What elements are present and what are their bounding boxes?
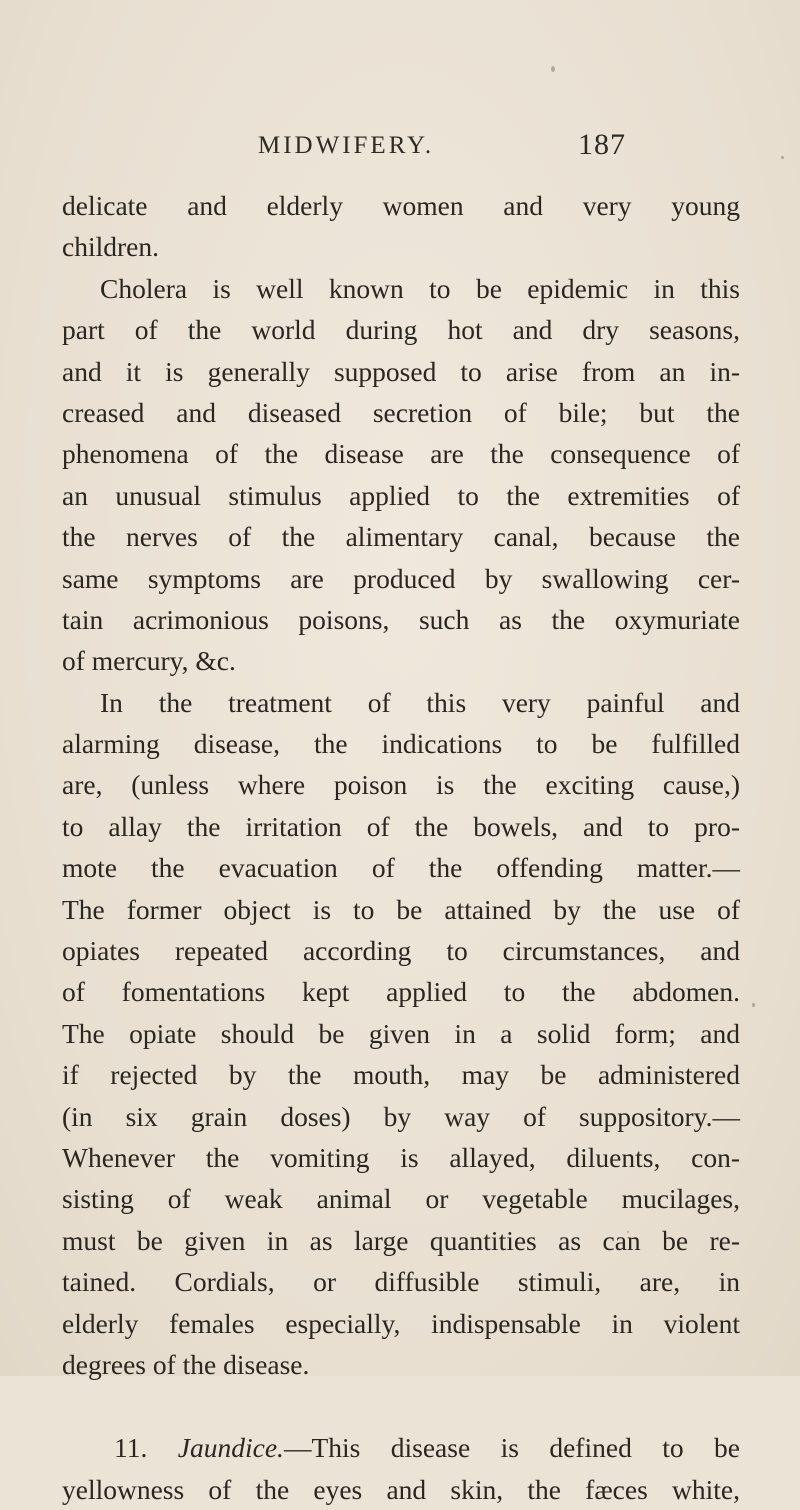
text-line: creased and diseased secretion of bile; but the [62,396,740,428]
text-line: sisting of weak animal or vegetable mucilages, [62,1183,740,1215]
text-line: Cholera is well known to be epidemic in this [100,272,740,304]
text-line: must be given in as large quantities as can be re- [62,1224,740,1256]
page-header [0,128,800,168]
text-line: In the treatment of this very painful and [100,686,740,718]
text-line: (in six grain doses) by way of suppository.— [62,1100,740,1132]
paragraph-cholera [62,268,740,682]
paragraph-continuation [62,185,740,268]
text-line: tained. Cordials, or diffusible stimuli, are, in [62,1266,740,1298]
text-line: alarming disease, the indications to be fulfilled [62,728,740,760]
paper-speck [781,156,784,159]
section-gap [62,1385,740,1427]
text-line: Whenever the vomiting is allayed, diluents, con- [62,1141,740,1173]
text-line: to allay the irritation of the bowels, and to pro- [62,810,740,842]
text-line: The former object is to be attained by the use of [62,893,740,925]
page-number: 187 [578,128,626,161]
text-line: are, (unless where poison is the exciting cause,) [62,769,740,801]
text-line: and it is generally supposed to arise from an in- [62,355,740,387]
paragraph-treatment [62,682,740,1386]
text-line: the nerves of the alimentary canal, because the [62,521,740,553]
text-line: if rejected by the mouth, may be administered [62,1059,740,1091]
text-line: children. [62,231,159,263]
text-line: The opiate should be given in a solid form; and [62,1017,740,1049]
paper-speck [546,1330,549,1333]
section-first-line [62,1427,740,1468]
text-line: of mercury, &c. [62,645,236,677]
text-line: delicate and elderly women and very young [62,190,740,221]
text-line: elderly females especially, indispensable in violent [62,1307,740,1339]
section-jaundice [62,1427,740,1510]
text-line: an unusual stimulus applied to the extremities of [62,479,740,511]
text-line: mote the evacuation of the offending matter.— [62,852,740,884]
text-line: part of the world during hot and dry seasons, [62,314,740,346]
body-text [62,185,740,1510]
text-line: yellowness of the eyes and skin, the fæces white, [62,1473,740,1505]
text-line: tain acrimonious poisons, such as the oxymuriate [62,603,740,635]
paper-speck [752,1003,755,1007]
paper-speck [551,66,555,72]
section-title: Jaundice. [177,1432,284,1464]
paper-speck [627,1231,629,1233]
text-line: same symptoms are produced by swallowing cer- [62,562,740,594]
section-number: 11. [114,1432,148,1464]
text-line: degrees of the disease. [62,1348,310,1380]
section-first-line-text: —This disease is defined to be [283,1432,741,1464]
text-line: opiates repeated according to circumstances, and [62,935,740,967]
text-line: phenomena of the disease are the consequence of [62,438,740,470]
running-head: MIDWIFERY. [258,132,435,159]
text-line: of fomentations kept applied to the abdomen. [62,976,740,1008]
